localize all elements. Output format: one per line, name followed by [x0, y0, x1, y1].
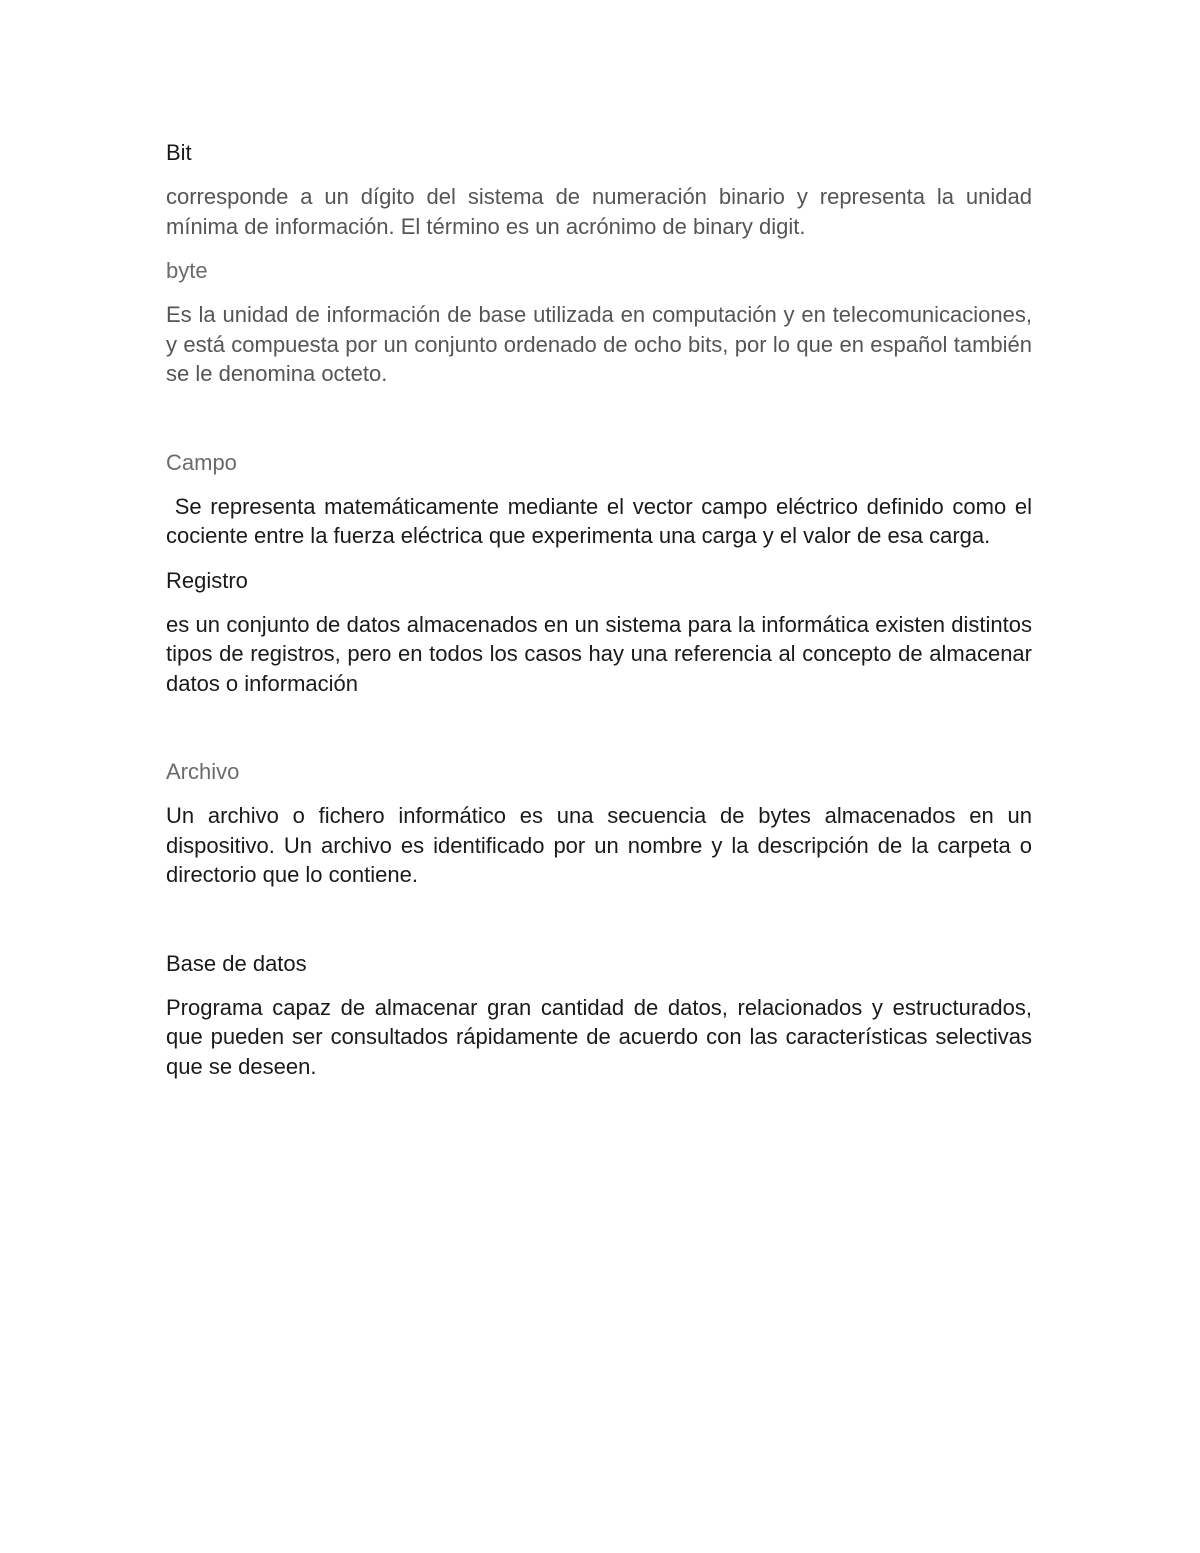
section-body-bit: corresponde a un dígito del sistema de numeración binario y representa la unidad mínima de información. El término es un acrónimo de binary digit.: [166, 184, 1032, 239]
section-heading-campo: Campo: [166, 449, 237, 475]
section-heading-bit: Bit: [166, 140, 192, 165]
section-body-base-de-datos: Programa capaz de almacenar gran cantidad de datos, relacionados y estructurados, que pueden ser consultados rápidamente de acuerdo con las características selectivas que se deseen.: [166, 994, 1032, 1079]
section-body-registro: es un conjunto de datos almacenados en un sistema para la informática existen distintos tipos de registros, pero en todos los casos hay una referencia al concepto de almacenar datos o información: [166, 611, 1032, 696]
spacer: [166, 905, 1032, 949]
section-body-campo: Se representa matemáticamente mediante el vector campo eléctrico definido como el cociente entre la fuerza eléctrica que experimenta una carga y el valor de esa carga.: [166, 493, 1039, 548]
section-heading-registro: Registro: [166, 567, 248, 593]
document-page: [166, 138, 1039, 1096]
spacer: [166, 404, 1032, 448]
section-body-byte: Es la unidad de información de base utilizada en computación y en telecomunicaciones, y está compuesta por un conjunto ordenado de ocho bits, por lo que en español también se le denomina octeto.: [166, 302, 1032, 386]
section-heading-base-de-datos: Base de datos: [166, 950, 307, 976]
section-heading-archivo: Archivo: [166, 759, 240, 784]
section-heading-byte: byte: [166, 258, 208, 283]
spacer: [166, 713, 1032, 757]
section-body-archivo: Un archivo o fichero informático es una secuencia de bytes almacenados en un dispositivo. Un archivo es identificado por un nombre y la descripción de la carpeta o directorio que lo contiene.: [166, 803, 1032, 887]
